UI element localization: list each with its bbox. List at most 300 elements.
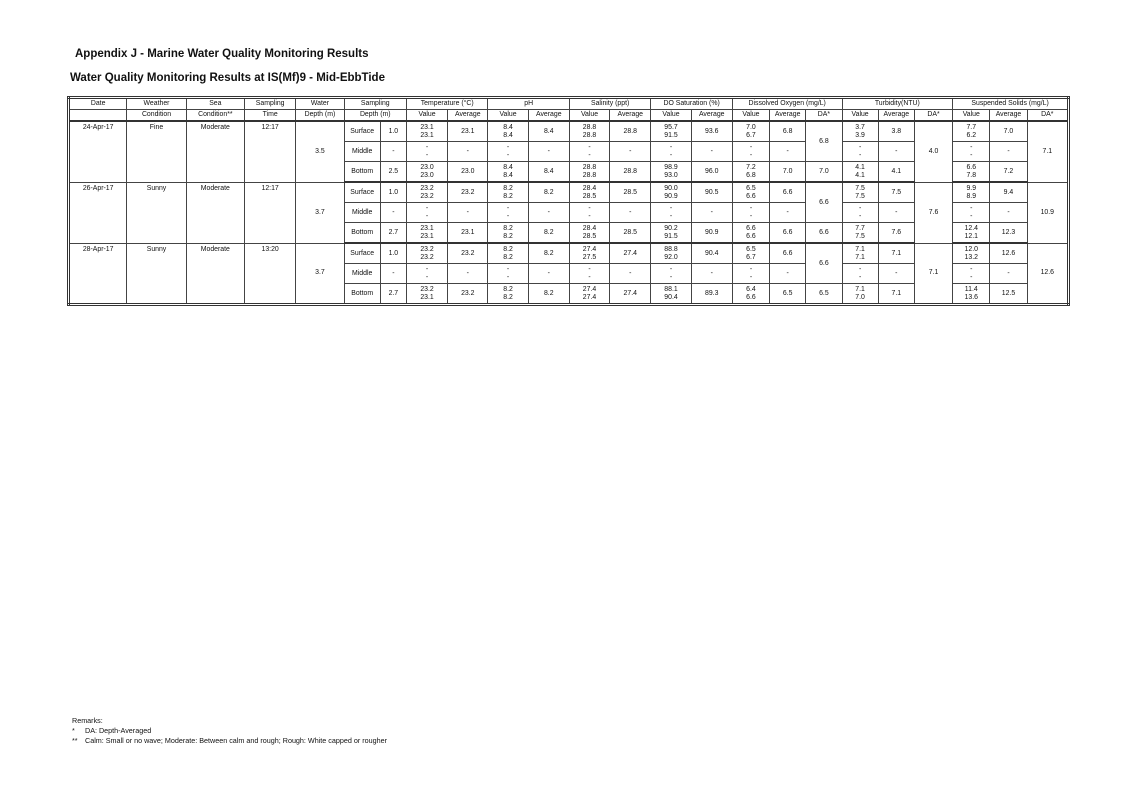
temperature-average: 23.0 <box>448 162 488 183</box>
salinity-average: - <box>610 203 651 223</box>
temperature-values-reading: 23.0 <box>420 163 434 171</box>
turbidity-values <box>842 162 878 183</box>
temperature-values-reading: 23.1 <box>420 224 434 232</box>
temperature-values-reading: - <box>425 143 429 151</box>
suspended-solids-da: 7.1 <box>1027 121 1068 182</box>
sal-value-header: Value <box>569 110 609 122</box>
dissolved-oxygen-values <box>732 121 769 142</box>
turbidity-values-reading: 7.5 <box>855 184 865 192</box>
turbidity-da: 7.1 <box>914 243 952 305</box>
temperature-header: Temperature (°C) <box>406 98 487 110</box>
ph-average: 8.2 <box>528 223 569 244</box>
dissolved-oxygen-da: 6.6 <box>806 243 842 284</box>
salinity-values-reading: - <box>588 204 591 212</box>
temperature-average: - <box>448 264 488 284</box>
suspended-solids-values-reading: - <box>970 143 973 151</box>
remark-mark: ** <box>72 736 78 745</box>
appendix-title: Appendix J - Marine Water Quality Monitoring Results <box>75 48 369 60</box>
do-saturation-values-reading: 91.5 <box>664 232 678 240</box>
turb-da-header: DA* <box>914 110 952 122</box>
turbidity-values-reading: 7.1 <box>855 253 865 261</box>
remarks <box>72 716 387 746</box>
sampling-level-cell: Bottom <box>344 223 380 244</box>
temperature-average: 23.2 <box>448 284 488 305</box>
dissolved-oxygen-values-reading: - <box>749 151 753 159</box>
turbidity-values <box>842 243 878 264</box>
do-saturation-values-reading: 88.1 <box>664 285 678 293</box>
temp-value-header: Value <box>406 110 447 122</box>
temperature-values <box>406 264 447 284</box>
salinity-values-reading: 28.8 <box>582 131 597 139</box>
suspended-solids-values <box>953 223 990 244</box>
sampling-level-cell: Middle <box>344 264 380 284</box>
temperature-values <box>406 182 447 203</box>
sea-header-2: Condition** <box>186 110 244 122</box>
ph-values-reading: 8.4 <box>503 131 513 139</box>
turbidity-values-reading: - <box>858 143 862 151</box>
suspended-solids-values <box>953 121 990 142</box>
do-saturation-average: 90.9 <box>691 223 732 244</box>
suspended-solids-values <box>953 162 990 183</box>
ss-da-header: DA* <box>1027 110 1068 122</box>
dissolved-oxygen-values-reading: 6.6 <box>746 192 756 200</box>
table-row <box>69 121 1069 142</box>
suspended-solids-values-reading: 8.9 <box>966 192 977 200</box>
dissolved-oxygen-average: 6.8 <box>770 121 806 142</box>
suspended-solids-average: - <box>990 142 1027 162</box>
turbidity-values-reading: 7.5 <box>855 192 865 200</box>
sampling-depth-cell: 2.5 <box>380 162 406 183</box>
ph-value-header: Value <box>488 110 528 122</box>
water-quality-table <box>67 96 1070 306</box>
dissolved-oxygen-values-reading: - <box>749 273 753 281</box>
ph-average: 8.2 <box>528 243 569 264</box>
ph-values-reading: - <box>506 204 510 212</box>
sampling-depth-header-2: Depth (m) <box>344 110 406 122</box>
ph-values-reading: - <box>506 265 510 273</box>
suspended-solids-average: 7.0 <box>990 121 1027 142</box>
turbidity-da: 4.0 <box>914 121 952 182</box>
turbidity-values <box>842 121 878 142</box>
temperature-values-reading: 23.1 <box>420 123 434 131</box>
salinity-values <box>569 264 609 284</box>
remark-mark: * <box>72 726 75 735</box>
weather-header-2: Condition <box>127 110 186 122</box>
dissolved-oxygen-values-reading: 6.7 <box>746 131 756 139</box>
do-saturation-values-reading: 93.0 <box>664 171 678 179</box>
turbidity-da: 7.6 <box>914 182 952 243</box>
dissolved-oxygen-average: 6.6 <box>770 182 806 203</box>
suspended-solids-average: 12.6 <box>990 243 1027 264</box>
header-row-1 <box>69 98 1069 110</box>
turbidity-average: 7.5 <box>878 182 914 203</box>
ph-values-reading: 8.2 <box>503 184 513 192</box>
ss-average-header: Average <box>990 110 1027 122</box>
date-header-2 <box>69 110 127 122</box>
temperature-values-reading: - <box>425 273 429 281</box>
ph-average: 8.2 <box>528 182 569 203</box>
do-saturation-values <box>651 121 691 142</box>
sampling-level-cell: Middle <box>344 203 380 223</box>
dissolved-oxygen-da: 6.6 <box>806 182 842 223</box>
suspended-solids-values-reading: - <box>970 273 973 281</box>
salinity-average: 28.5 <box>610 182 651 203</box>
turbidity-values <box>842 264 878 284</box>
dissolved-oxygen-bottom-da: 6.5 <box>806 284 842 305</box>
turbidity-values-reading: - <box>858 204 862 212</box>
salinity-values-reading: 28.4 <box>582 184 597 192</box>
sampling-depth-cell: 1.0 <box>380 182 406 203</box>
salinity-average: 28.8 <box>610 121 651 142</box>
do-saturation-values-reading: - <box>669 143 673 151</box>
suspended-solids-values <box>953 203 990 223</box>
suspended-solids-values-reading: 11.4 <box>964 285 978 293</box>
do-saturation-values <box>651 264 691 284</box>
turbidity-average: 4.1 <box>878 162 914 183</box>
dissolved-oxygen-values <box>732 264 769 284</box>
salinity-values <box>569 121 609 142</box>
turbidity-average: 7.1 <box>878 243 914 264</box>
ph-values <box>488 121 528 142</box>
sampling-depth-cell: - <box>380 142 406 162</box>
dissolved-oxygen-da: 6.8 <box>806 121 842 162</box>
salinity-values <box>569 243 609 264</box>
sampling-depth-cell: 2.7 <box>380 284 406 305</box>
do-da-header: DA* <box>806 110 842 122</box>
sampling-depth-cell: 2.7 <box>380 223 406 244</box>
sampling-level-cell: Surface <box>344 121 380 142</box>
dissolved-oxygen-values-reading: 6.6 <box>746 232 756 240</box>
salinity-values <box>569 203 609 223</box>
salinity-values-reading: 27.5 <box>582 253 597 261</box>
dissolved-oxygen-average: 6.6 <box>770 243 806 264</box>
dissolved-oxygen-values-reading: 6.7 <box>746 253 756 261</box>
salinity-values <box>569 284 609 305</box>
turbidity-values <box>842 284 878 305</box>
ph-average: 8.2 <box>528 284 569 305</box>
temperature-average: 23.1 <box>448 121 488 142</box>
dissolved-oxygen-average: 7.0 <box>770 162 806 183</box>
salinity-values-reading: 27.4 <box>582 245 597 253</box>
ph-average: - <box>528 203 569 223</box>
temperature-values-reading: 23.2 <box>420 184 434 192</box>
temperature-values-reading: 23.1 <box>420 131 434 139</box>
ph-values <box>488 243 528 264</box>
suspended-solids-values-reading: 7.7 <box>966 123 977 131</box>
suspended-solids-da: 10.9 <box>1027 182 1068 243</box>
salinity-header: Salinity (ppt) <box>569 98 650 110</box>
ph-values <box>488 203 528 223</box>
table-row <box>69 243 1069 264</box>
dissolved-oxygen-bottom-da: 7.0 <box>806 162 842 183</box>
sampling-level-cell: Surface <box>344 243 380 264</box>
turbidity-values-reading: 7.5 <box>855 232 865 240</box>
suspended-solids-values-reading: 9.9 <box>966 184 977 192</box>
dissolved-oxygen-bottom-da: 6.6 <box>806 223 842 244</box>
temp-average-header: Average <box>448 110 488 122</box>
turbidity-values-reading: - <box>858 151 862 159</box>
temperature-values-reading: - <box>425 212 429 220</box>
temperature-average: 23.1 <box>448 223 488 244</box>
sampling-depth-cell: 1.0 <box>380 121 406 142</box>
temperature-values <box>406 203 447 223</box>
do-saturation-values-reading: 90.2 <box>664 224 678 232</box>
ph-values-reading: 8.2 <box>503 285 513 293</box>
sea-condition-cell: Moderate <box>186 182 244 243</box>
salinity-values-reading: - <box>588 273 591 281</box>
ph-values-reading: 8.2 <box>503 192 513 200</box>
temperature-average: - <box>448 142 488 162</box>
water-depth-cell: 3.7 <box>296 243 344 305</box>
do-saturation-average: 90.4 <box>691 243 732 264</box>
do-saturation-values-reading: 98.9 <box>664 163 678 171</box>
table-row <box>69 182 1069 203</box>
suspended-solids-values-reading: 13.2 <box>964 253 978 261</box>
remark-item <box>72 736 387 746</box>
salinity-values-reading: - <box>588 151 591 159</box>
salinity-values-reading: - <box>588 143 591 151</box>
suspended-solids-values-reading: - <box>970 204 973 212</box>
water-depth-cell: 3.7 <box>296 182 344 243</box>
dissolved-oxygen-average: 6.6 <box>770 223 806 244</box>
salinity-values-reading: - <box>588 212 591 220</box>
temperature-values <box>406 243 447 264</box>
temperature-values-reading: - <box>425 265 429 273</box>
turbidity-average: - <box>878 203 914 223</box>
turbidity-header: Turbidity(NTU) <box>842 98 953 110</box>
suspended-solids-average: - <box>990 264 1027 284</box>
dissolved-oxygen-values-reading: 6.6 <box>746 293 756 301</box>
suspended-solids-average: 9.4 <box>990 182 1027 203</box>
do-saturation-average: - <box>691 264 732 284</box>
salinity-average: 27.4 <box>610 284 651 305</box>
suspended-solids-average: - <box>990 203 1027 223</box>
do-saturation-values <box>651 142 691 162</box>
turbidity-average: 7.6 <box>878 223 914 244</box>
weather-cell: Sunny <box>127 182 186 243</box>
sampling-level-cell: Bottom <box>344 284 380 305</box>
ph-values <box>488 182 528 203</box>
turbidity-values-reading: 3.7 <box>855 123 865 131</box>
do-saturation-average: 93.6 <box>691 121 732 142</box>
temperature-values-reading: 23.2 <box>420 253 434 261</box>
dissolved-oxygen-values-reading: 7.0 <box>746 123 756 131</box>
salinity-values-reading: - <box>588 265 591 273</box>
salinity-values-reading: 28.8 <box>582 163 597 171</box>
do-saturation-values-reading: - <box>669 204 673 212</box>
temperature-values <box>406 162 447 183</box>
dissolved-oxygen-values <box>732 284 769 305</box>
sea-condition-cell: Moderate <box>186 243 244 305</box>
ph-header: pH <box>488 98 569 110</box>
dos-value-header: Value <box>651 110 691 122</box>
suspended-solids-values-reading: 6.2 <box>966 131 977 139</box>
do-saturation-values-reading: 90.4 <box>664 293 678 301</box>
ph-values <box>488 284 528 305</box>
turbidity-values-reading: 3.9 <box>855 131 865 139</box>
dos-average-header: Average <box>691 110 732 122</box>
sampling-level-cell: Bottom <box>344 162 380 183</box>
dissolved-oxygen-values-reading: - <box>749 143 753 151</box>
suspended-solids-values-reading: 12.1 <box>964 232 978 240</box>
temperature-values <box>406 223 447 244</box>
ph-values-reading: - <box>506 151 510 159</box>
dissolved-oxygen-average: - <box>770 203 806 223</box>
temperature-values-reading: - <box>425 151 429 159</box>
temperature-values-reading: - <box>425 204 429 212</box>
salinity-average: 28.5 <box>610 223 651 244</box>
turbidity-values-reading: 4.1 <box>855 171 865 179</box>
turbidity-values-reading: 7.1 <box>855 285 865 293</box>
suspended-solids-values <box>953 142 990 162</box>
salinity-values <box>569 162 609 183</box>
do-saturation-values-reading: 90.9 <box>664 192 678 200</box>
do-average-header: Average <box>770 110 806 122</box>
turbidity-values-reading: 7.7 <box>855 224 865 232</box>
salinity-values-reading: 28.5 <box>582 192 597 200</box>
suspended-solids-average: 7.2 <box>990 162 1027 183</box>
temperature-values <box>406 142 447 162</box>
time-header: Sampling <box>245 98 296 110</box>
suspended-solids-values <box>953 284 990 305</box>
header-row-2 <box>69 110 1069 122</box>
do-saturation-values <box>651 162 691 183</box>
do-saturation-average: 90.5 <box>691 182 732 203</box>
ph-values-reading: - <box>506 143 510 151</box>
turb-average-header: Average <box>878 110 914 122</box>
turbidity-values <box>842 182 878 203</box>
suspended-solids-values <box>953 243 990 264</box>
sampling-depth-cell: 1.0 <box>380 243 406 264</box>
turbidity-average: - <box>878 264 914 284</box>
date-cell: 24-Apr-17 <box>69 121 127 182</box>
temperature-average: 23.2 <box>448 182 488 203</box>
salinity-values-reading: 27.4 <box>582 285 597 293</box>
sampling-depth-header: Sampling <box>344 98 406 110</box>
sal-average-header: Average <box>610 110 651 122</box>
do-saturation-values <box>651 243 691 264</box>
salinity-values <box>569 182 609 203</box>
ph-average: - <box>528 264 569 284</box>
do-saturation-values-reading: 92.0 <box>664 253 678 261</box>
dissolved-oxygen-values-reading: 6.5 <box>746 245 756 253</box>
turbidity-values <box>842 142 878 162</box>
dissolved-oxygen-values <box>732 162 769 183</box>
do-saturation-values-reading: - <box>669 265 673 273</box>
ph-values-reading: 8.2 <box>503 224 513 232</box>
ph-values-reading: 8.2 <box>503 253 513 261</box>
do-saturation-values <box>651 223 691 244</box>
suspended-solids-values-reading: - <box>970 265 973 273</box>
ph-values-reading: 8.4 <box>503 123 513 131</box>
remark-text: Calm: Small or no wave; Moderate: Between calm and rough; Rough: White capped or rougher <box>85 736 388 745</box>
do-saturation-header: DO Saturation (%) <box>651 98 732 110</box>
suspended-solids-values-reading: 6.6 <box>966 163 977 171</box>
turbidity-values-reading: - <box>858 212 862 220</box>
suspended-solids-da: 12.6 <box>1027 243 1068 305</box>
dissolved-oxygen-values-reading: 6.5 <box>746 184 756 192</box>
do-saturation-values-reading: 95.7 <box>664 123 678 131</box>
dissolved-oxygen-values <box>732 142 769 162</box>
do-saturation-average: - <box>691 142 732 162</box>
temperature-values-reading: 23.2 <box>420 245 434 253</box>
salinity-values-reading: 27.4 <box>582 293 597 301</box>
dissolved-oxygen-values <box>732 182 769 203</box>
dissolved-oxygen-values-reading: - <box>749 212 753 220</box>
turbidity-average: 3.8 <box>878 121 914 142</box>
sea-condition-cell: Moderate <box>186 121 244 182</box>
suspended-solids-header: Suspended Solids (mg/L) <box>953 98 1069 110</box>
suspended-solids-values-reading: - <box>970 212 973 220</box>
dissolved-oxygen-average: 6.5 <box>770 284 806 305</box>
ph-average: 8.4 <box>528 121 569 142</box>
remark-text: DA: Depth-Averaged <box>85 726 152 735</box>
suspended-solids-values <box>953 264 990 284</box>
ph-values-reading: 8.2 <box>503 293 513 301</box>
ph-values-reading: 8.2 <box>503 245 513 253</box>
date-cell: 26-Apr-17 <box>69 182 127 243</box>
water-depth-header: Water <box>296 98 344 110</box>
turbidity-average: - <box>878 142 914 162</box>
salinity-values-reading: 28.8 <box>582 171 597 179</box>
ss-value-header: Value <box>953 110 990 122</box>
temperature-values <box>406 284 447 305</box>
salinity-average: - <box>610 142 651 162</box>
ph-average-header: Average <box>528 110 569 122</box>
ph-values <box>488 223 528 244</box>
dissolved-oxygen-values-reading: 6.4 <box>746 285 756 293</box>
remarks-title: Remarks: <box>72 716 103 725</box>
dissolved-oxygen-values <box>732 203 769 223</box>
table-title: Water Quality Monitoring Results at IS(Mf)9 - Mid-EbbTide <box>70 72 385 84</box>
temperature-values-reading: 23.0 <box>420 171 434 179</box>
sampling-depth-cell: - <box>380 203 406 223</box>
temperature-values <box>406 121 447 142</box>
ph-values-reading: - <box>506 273 510 281</box>
suspended-solids-values-reading: 7.8 <box>966 171 977 179</box>
turbidity-values-reading: - <box>858 273 862 281</box>
do-saturation-values-reading: 90.0 <box>664 184 678 192</box>
sampling-depth-cell: - <box>380 264 406 284</box>
do-value-header: Value <box>732 110 769 122</box>
turbidity-values <box>842 203 878 223</box>
turb-value-header: Value <box>842 110 878 122</box>
water-depth-cell: 3.5 <box>296 121 344 182</box>
dissolved-oxygen-average: - <box>770 142 806 162</box>
ph-average: 8.4 <box>528 162 569 183</box>
temperature-average: 23.2 <box>448 243 488 264</box>
turbidity-values-reading: - <box>858 265 862 273</box>
temperature-values-reading: 23.2 <box>420 285 434 293</box>
suspended-solids-values-reading: - <box>970 151 973 159</box>
ph-values <box>488 142 528 162</box>
sampling-time-cell: 12:17 <box>245 182 296 243</box>
dissolved-oxygen-values-reading: - <box>749 204 753 212</box>
ph-values <box>488 264 528 284</box>
weather-header: Weather <box>127 98 186 110</box>
do-saturation-values <box>651 203 691 223</box>
do-saturation-average: 96.0 <box>691 162 732 183</box>
temperature-values-reading: 23.2 <box>420 192 434 200</box>
sampling-level-cell: Middle <box>344 142 380 162</box>
dissolved-oxygen-values <box>732 243 769 264</box>
ph-values-reading: - <box>506 212 510 220</box>
temperature-values-reading: 23.1 <box>420 293 434 301</box>
salinity-average: 28.8 <box>610 162 651 183</box>
salinity-values-reading: 28.8 <box>582 123 597 131</box>
ph-values-reading: 8.4 <box>503 163 513 171</box>
temperature-values-reading: 23.1 <box>420 232 434 240</box>
